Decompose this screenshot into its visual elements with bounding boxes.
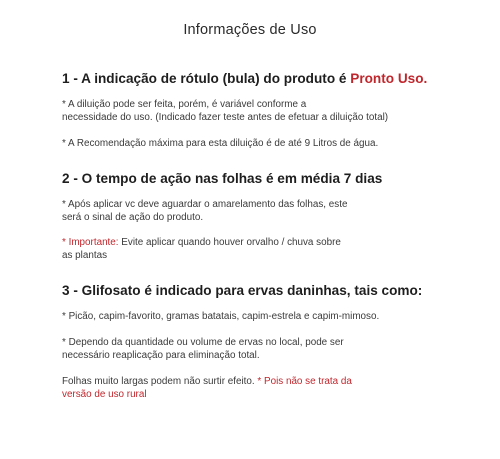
paragraph-line: * A diluição pode ser feita, porém, é variável conforme a	[62, 99, 307, 110]
section-2-paragraph-1	[62, 198, 482, 224]
paragraph-line: * Picão, capim-favorito, gramas batatais, capim-estrela e capim-mimoso.	[62, 311, 380, 323]
paragraph-text: Evite aplicar quando houver orvalho / chuva sobre	[118, 237, 341, 249]
section-3-paragraph-2	[62, 336, 482, 362]
paragraph-line	[62, 375, 482, 388]
page-title: Informações de Uso	[183, 22, 317, 38]
usage-info-content	[62, 70, 482, 401]
section-1-paragraph-1	[62, 98, 482, 124]
paragraph-line	[62, 236, 482, 249]
section-1-heading-text: 1 - A indicação de rótulo (bula) do produto é	[62, 71, 351, 86]
rural-warning-highlight: * Pois não se trata da	[257, 376, 352, 388]
pronto-uso-highlight: Pronto Uso.	[350, 71, 428, 86]
paragraph-line: * Dependo da quantidade ou volume de ervas no local, pode ser	[62, 336, 344, 348]
section-2-paragraph-2	[62, 236, 482, 262]
paragraph-text: Folhas muito largas podem não surtir efeito.	[62, 376, 258, 388]
rural-warning-highlight: versão de uso rural	[62, 389, 147, 401]
section-1-paragraph-2	[62, 137, 482, 150]
section-1-heading	[62, 70, 482, 88]
paragraph-line: as plantas	[62, 250, 108, 262]
section-3-heading: 3 - Glifosato é indicado para ervas daninhas, tais como:	[62, 283, 423, 299]
paragraph-line: será o sinal de ação do produto.	[62, 211, 204, 223]
section-3-paragraph-3	[62, 375, 482, 401]
section-3-paragraph-1	[62, 310, 482, 323]
section-2-heading: 2 - O tempo de ação nas folhas é em média 7 dias	[62, 170, 383, 186]
importante-highlight: * Importante:	[62, 237, 119, 249]
paragraph-line: * A Recomendação máxima para esta diluição é de até 9 Litros de água.	[62, 138, 379, 150]
paragraph-line: necessidade do uso. (Indicado fazer teste antes de efetuar a diluição total)	[62, 112, 389, 124]
paragraph-line: necessário reaplicação para eliminação total.	[62, 349, 260, 361]
paragraph-line: * Após aplicar vc deve aguardar o amarelamento das folhas, este	[62, 198, 348, 210]
